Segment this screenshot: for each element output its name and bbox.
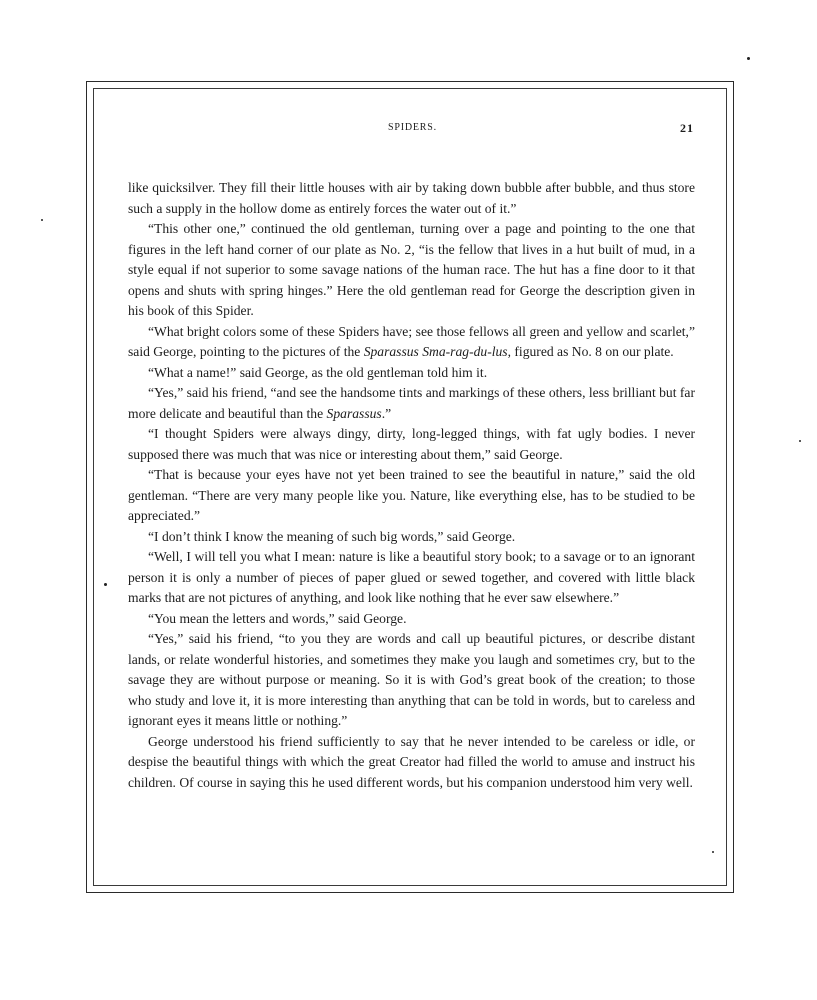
paragraph <box>128 322 695 363</box>
paragraph-text: “You mean the letters and words,” said George. <box>148 610 407 626</box>
paragraph-text: “I don’t think I know the meaning of such big words,” said George. <box>148 528 516 544</box>
paragraph-text: “What a name!” said George, as the old gentleman told him it. <box>148 364 488 380</box>
italic-term: Sparassus <box>326 405 382 421</box>
paragraph <box>128 732 695 794</box>
paragraph <box>128 527 695 548</box>
scan-speck <box>799 440 801 442</box>
paragraph-text: .” <box>381 405 392 421</box>
paragraph-text: , figured as No. 8 on our plate. <box>507 344 674 359</box>
paragraph <box>128 383 695 424</box>
running-title: SPIDERS. <box>388 122 437 133</box>
paragraph-text: “Yes,” said his friend, “and see the handsome tints and markings of these others, less brilliant but far more delicate and beautiful than the <box>128 385 695 421</box>
paragraph <box>128 465 695 527</box>
italic-term: Sparassus Sma-rag-du-lus <box>363 344 508 359</box>
paragraph-text: “I thought Spiders were always dingy, dirty, long-legged things, with fat ugly bodies. I never supposed there was much that was nice or interesting about them,” said George. <box>128 426 695 462</box>
running-head <box>0 122 817 136</box>
paragraph-text: “What bright colors some of these Spiders have; see those fellows all green and yellow and scarlet,” said George, pointing to the pictures of the <box>128 323 695 359</box>
scan-speck <box>747 57 750 60</box>
paragraph-text: like quicksilver. They fill their little houses with air by taking down bubble after bubble, and thus store such a supply in the hollow dome as entirely forces the water out of it.” <box>128 180 695 216</box>
scan-speck <box>712 851 714 853</box>
paragraph <box>128 424 695 465</box>
paragraph <box>128 629 695 732</box>
paragraph-text: George understood his friend sufficiently to say that he never intended to be careless or idle, or despise the beautiful things with which the great Creator had filled the world to amuse and instruct his children. Of course in saying this he used different words, but his companion understood him very well. <box>128 733 695 790</box>
paragraph-text: “That is because your eyes have not yet been trained to see the beautiful in nature,” said the old gentleman. “There are very many people like you. Nature, like everything else, has to be studied to be appreciated.” <box>128 467 695 523</box>
paragraph <box>128 219 695 322</box>
paragraph <box>128 363 695 384</box>
paragraph <box>128 178 695 219</box>
paragraph <box>128 547 695 609</box>
scan-speck <box>104 583 107 586</box>
paragraph <box>128 609 695 630</box>
paragraph-text: “Yes,” said his friend, “to you they are words and call up beautiful pictures, or describe distant lands, or relate wonderful histories, and sometimes they make you laugh and sometimes cry, but to the savage they are without purpose or meaning. So it is with God’s great book of the creation; to those who study and love it, it is more interesting than anything that can be told in words, but to careless and ignorant eyes it means little or nothing.” <box>128 631 695 728</box>
page-number: 21 <box>680 121 694 135</box>
scan-speck <box>41 219 43 221</box>
paragraph-text: “Well, I will tell you what I mean: nature is like a beautiful story book; to a savage or to an ignorant person it is only a number of pieces of paper glued or sewed together, and covered with little black marks that are not pictures of anything, and look like nothing that he ever saw elsewhere.” <box>128 549 695 605</box>
paragraph-text: “This other one,” continued the old gentleman, turning over a page and pointing to the one that figures in the left hand corner of our plate as No. 2, “is the fellow that lives in a hut built of mud, in a style equal if not superior to some savage nations of the human race. The hut has a fine door to it that opens and shuts with spring hinges.” Here the old gentleman read for George the description given in his book of this Spider. <box>128 221 695 318</box>
body-text <box>128 178 695 793</box>
